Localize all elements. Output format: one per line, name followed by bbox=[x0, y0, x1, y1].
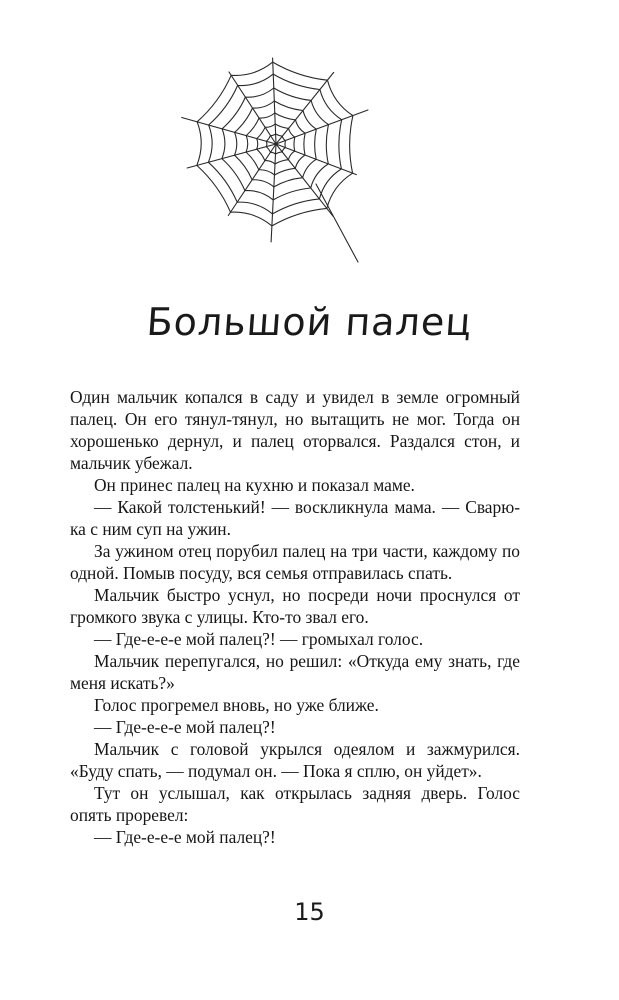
web-ring-segment bbox=[315, 129, 317, 159]
web-ring-segment bbox=[271, 134, 276, 136]
web-ring-segment bbox=[237, 202, 272, 214]
web-ring-segment bbox=[274, 88, 311, 100]
web-ring-segment bbox=[257, 139, 258, 150]
web-ring-segment bbox=[303, 159, 317, 177]
web-ring-segment bbox=[259, 170, 275, 175]
story-text bbox=[70, 386, 520, 848]
web-ring-segment bbox=[246, 152, 259, 170]
spider-web-illustration bbox=[178, 32, 376, 264]
web-thread bbox=[316, 184, 358, 262]
web-ring-segment bbox=[296, 120, 306, 133]
web-ring-segment bbox=[275, 113, 296, 120]
web-ring-segment bbox=[275, 160, 288, 164]
web-ring-segment bbox=[235, 132, 237, 155]
web-ring-segment bbox=[222, 159, 245, 191]
paragraph: Мальчик быстро уснул, но посреди ночи проснулся от громкого звука с улицы. Кто-то звал его. bbox=[70, 585, 520, 627]
web-ring-segment bbox=[273, 199, 320, 214]
paragraph: — Где-е-е-е мой палец?! bbox=[94, 827, 276, 847]
web-ring-segment bbox=[253, 101, 275, 108]
web-ring-segment bbox=[266, 136, 270, 142]
web-ring-segment bbox=[222, 97, 245, 129]
web-ring-segment bbox=[245, 191, 273, 200]
web-ring-segment bbox=[320, 90, 342, 120]
web-ring-segment bbox=[259, 113, 275, 118]
web-ring-segment bbox=[246, 136, 248, 153]
web-ring-segment bbox=[265, 124, 275, 127]
paragraph: Мальчик перепугался, но решил: «Откуда ему знать, где меня искать?» bbox=[70, 651, 520, 693]
web-ring-segment bbox=[273, 74, 320, 89]
web-ring-segment bbox=[257, 149, 265, 160]
web-ring-segment bbox=[273, 188, 311, 200]
web-ring-segment bbox=[272, 208, 327, 226]
paragraph: Мальчик с головой укрылся одеялом и зажмурился. «Буду спать, — подумал он. — Пока я сплю, он уйдет». bbox=[70, 739, 520, 781]
page-number: 15 bbox=[294, 898, 325, 926]
web-ring-segment bbox=[231, 212, 272, 226]
web-ring-segment bbox=[289, 128, 295, 137]
web-ring-segment bbox=[238, 74, 274, 85]
web-ring-segment bbox=[274, 178, 303, 187]
page-title: Большой палец bbox=[145, 300, 474, 344]
paragraph: Тут он услышал, как открылась задняя дверь. Голос опять проревел: bbox=[70, 783, 520, 825]
web-ring-segment bbox=[339, 120, 342, 169]
web-ring-segment bbox=[304, 133, 305, 155]
web-ring-segment bbox=[266, 147, 270, 153]
web-ring-segment bbox=[276, 152, 283, 154]
web-ring-segment bbox=[273, 62, 328, 80]
web-ring-segment bbox=[319, 169, 341, 199]
web-ring-segment bbox=[252, 180, 274, 187]
web-ring-segment bbox=[245, 88, 273, 97]
web-ring-segment bbox=[197, 165, 231, 212]
web-ring-segment bbox=[231, 62, 273, 75]
web-ring-segment bbox=[222, 129, 225, 159]
paragraph: — Какой толстенький! — воскликнула мама. — Сварю-ка с ним суп на ужин. bbox=[70, 497, 520, 539]
web-ring-segment bbox=[350, 116, 353, 174]
paragraph: — Где-е-е-е мой палец?! bbox=[94, 717, 276, 737]
web-ring-segment bbox=[276, 134, 283, 136]
web-ring-segment bbox=[274, 101, 303, 111]
web-ring-segment bbox=[197, 122, 201, 166]
web-ring-segment bbox=[326, 125, 328, 164]
web-ring-segment bbox=[271, 152, 276, 154]
web-ring-segment bbox=[282, 136, 285, 140]
web-ring-segment bbox=[282, 148, 285, 152]
paragraph: Он принес палец на кухню и показал маме. bbox=[94, 475, 415, 495]
paragraph: Голос прогремел вновь, но уже ближе. bbox=[94, 695, 379, 715]
paragraph: За ужином отец порубил палец на три части, каждому по одной. Помыв посуду, вся семья отправилась спать. bbox=[70, 541, 520, 583]
web-ring-segment bbox=[275, 124, 288, 128]
web-ring-segment bbox=[295, 155, 305, 168]
web-ring-segment bbox=[288, 151, 294, 160]
web-ring-segment bbox=[246, 118, 259, 136]
web-ring-segment bbox=[257, 127, 265, 138]
web-ring-segment bbox=[208, 125, 212, 162]
web-ring-segment bbox=[303, 111, 316, 130]
web-ring-segment bbox=[266, 141, 267, 146]
paragraph: — Где-е-е-е мой палец?! — громыхал голос. bbox=[94, 629, 424, 649]
web-ring-segment bbox=[197, 75, 231, 122]
paragraph: Один мальчик копался в саду и увидел в земле огромный палец. Он его тянул-тянул, но вытащить не мог. Тогда он хорошенько дернул, и палец оторвался. Раздался стон, и мальчик убежал. bbox=[70, 387, 520, 473]
web-spoke bbox=[271, 144, 276, 242]
web-ring-segment bbox=[294, 137, 295, 151]
web-ring-segment bbox=[275, 168, 296, 175]
web-ring-segment bbox=[265, 161, 275, 164]
